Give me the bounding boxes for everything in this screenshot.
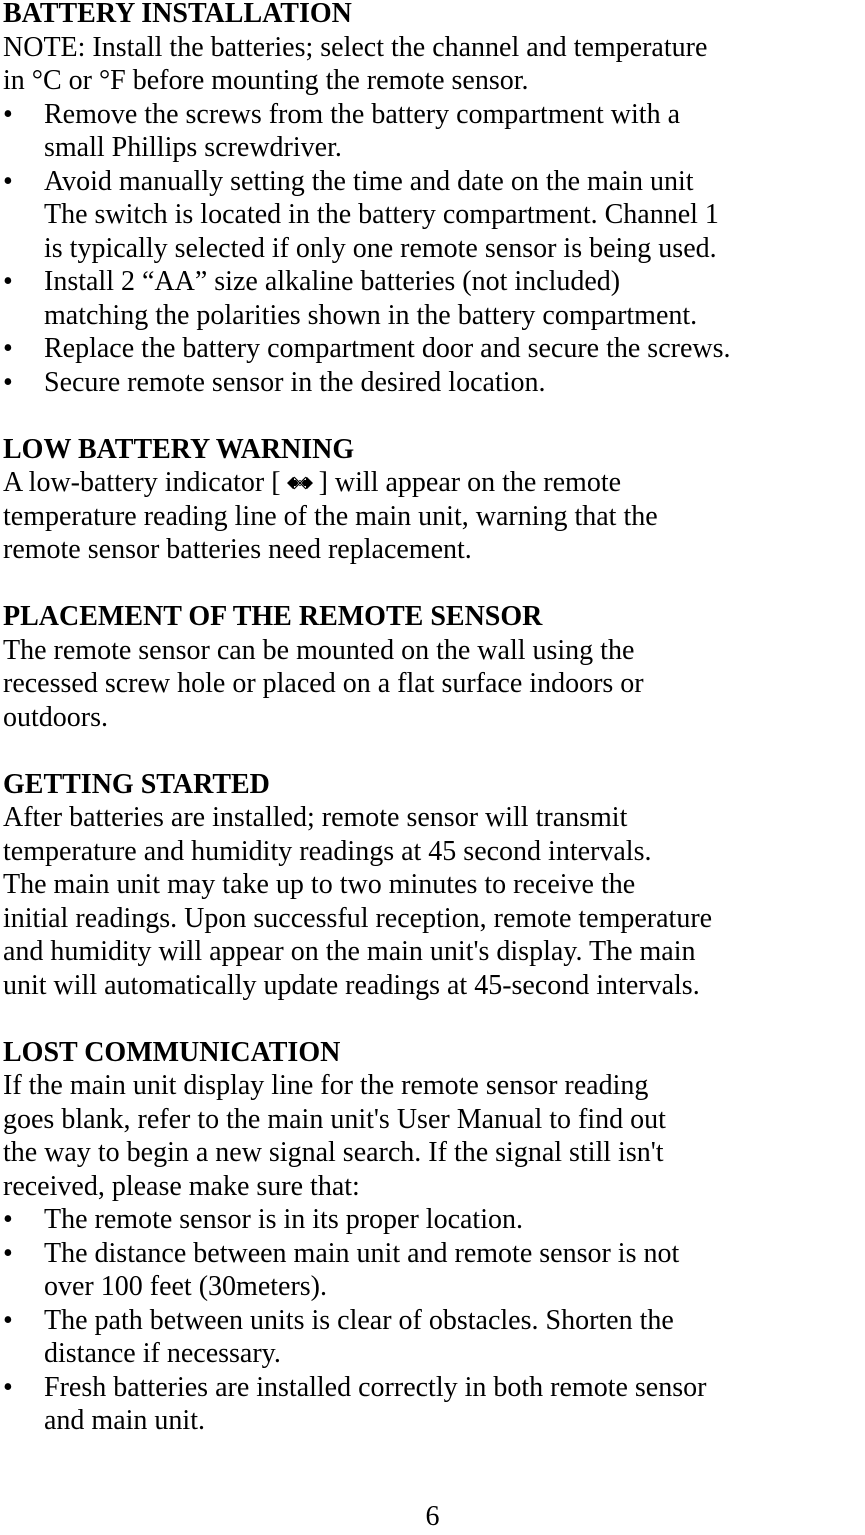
manual-page xyxy=(3,0,865,1438)
paragraph-line: recessed screw hole or placed on a flat surface indoors or xyxy=(3,668,644,699)
list-item-text: The switch is located in the battery compartment. Channel 1 xyxy=(44,199,719,230)
placement-section xyxy=(3,600,865,734)
list-item-text: Remove the screws from the battery compartment with a xyxy=(44,98,681,130)
list-item-text: Install 2 “AA” size alkaline batteries (not included) xyxy=(44,266,621,297)
note-line: in °C or °F before mounting the remote sensor. xyxy=(3,65,529,96)
paragraph-line: and humidity will appear on the main unit's display. The main xyxy=(3,936,696,967)
list-item-text: is typically selected if only one remote sensor is being used. xyxy=(44,232,717,264)
list-item-text: Secure remote sensor in the desired location. xyxy=(44,366,546,398)
paragraph-line: unit will automatically update readings at 45-second intervals. xyxy=(3,969,700,1001)
list-item-text: distance if necessary. xyxy=(44,1338,281,1369)
bullet-marker: • xyxy=(3,366,13,398)
placement-heading: PLACEMENT OF THE REMOTE SENSOR xyxy=(3,601,543,632)
list-item xyxy=(3,332,865,366)
battery-installation-steps xyxy=(3,98,865,400)
list-item xyxy=(3,1304,865,1371)
paragraph-line: After batteries are installed; remote sensor will transmit xyxy=(3,802,628,833)
list-item xyxy=(3,98,865,165)
paragraph-line: temperature reading line of the main unit, warning that the xyxy=(3,500,658,532)
getting-started-heading: GETTING STARTED xyxy=(3,768,270,800)
list-item xyxy=(3,165,865,266)
list-item-text: The distance between main unit and remote sensor is not xyxy=(44,1237,680,1269)
list-item-text: matching the polarities shown in the battery compartment. xyxy=(44,299,698,331)
list-item-text: The remote sensor is in its proper location. xyxy=(44,1204,523,1235)
bullet-marker: • xyxy=(3,1204,13,1235)
getting-started-section xyxy=(3,768,865,1003)
paragraph-line: The remote sensor can be mounted on the wall using the xyxy=(3,634,635,666)
lost-communication-heading: LOST COMMUNICATION xyxy=(3,1036,341,1068)
list-item-text: The path between units is clear of obstacles. Shorten the xyxy=(44,1304,674,1336)
paragraph-line: the way to begin a new signal search. If the signal still isn't xyxy=(3,1137,664,1168)
list-item-text: and main unit. xyxy=(44,1405,205,1436)
paragraph-line: initial readings. Upon successful reception, remote temperature xyxy=(3,902,713,934)
paragraph-line: received, please make sure that: xyxy=(3,1170,360,1202)
lost-communication-checklist xyxy=(3,1203,865,1438)
low-battery-icon xyxy=(285,472,315,494)
low-battery-line xyxy=(3,466,865,500)
battery-installation-section xyxy=(3,0,865,399)
bullet-marker: • xyxy=(3,98,13,130)
note-line: NOTE: Install the batteries; select the channel and temperature xyxy=(3,31,708,63)
bullet-marker: • xyxy=(3,266,13,297)
list-item-text: Replace the battery compartment door and secure the screws. xyxy=(44,333,731,364)
low-battery-text-before: A low-battery indicator [ xyxy=(3,467,281,498)
lost-communication-section xyxy=(3,1036,865,1438)
list-item-text: over 100 feet (30meters). xyxy=(44,1271,327,1302)
paragraph-line: outdoors. xyxy=(3,701,108,733)
list-item xyxy=(3,265,865,332)
page-number: 6 xyxy=(425,1501,440,1532)
low-battery-warning-section xyxy=(3,433,865,567)
list-item-text: Fresh batteries are installed correctly in both remote sensor xyxy=(44,1371,707,1403)
bullet-marker: • xyxy=(3,333,13,364)
low-battery-warning-heading: LOW BATTERY WARNING xyxy=(3,433,355,465)
bullet-marker: • xyxy=(3,1371,13,1403)
paragraph-line: goes blank, refer to the main unit's User Manual to find out xyxy=(3,1103,666,1135)
list-item-text: small Phillips screwdriver. xyxy=(44,132,342,163)
bullet-marker: • xyxy=(3,1237,13,1269)
bullet-marker: • xyxy=(3,165,13,197)
bullet-marker: • xyxy=(3,1304,13,1336)
list-item xyxy=(3,366,865,400)
list-item xyxy=(3,1203,865,1237)
paragraph-line: temperature and humidity readings at 45 second intervals. xyxy=(3,835,652,867)
paragraph-line: If the main unit display line for the remote sensor reading xyxy=(3,1070,649,1101)
low-battery-text-after: ] will appear on the remote xyxy=(318,467,622,498)
list-item-text: Avoid manually setting the time and date on the main unit xyxy=(44,165,694,197)
list-item xyxy=(3,1237,865,1304)
list-item xyxy=(3,1371,865,1438)
battery-installation-heading: BATTERY INSTALLATION xyxy=(3,0,352,29)
paragraph-line: The main unit may take up to two minutes to receive the xyxy=(3,869,636,900)
paragraph-line: remote sensor batteries need replacement. xyxy=(3,534,472,565)
